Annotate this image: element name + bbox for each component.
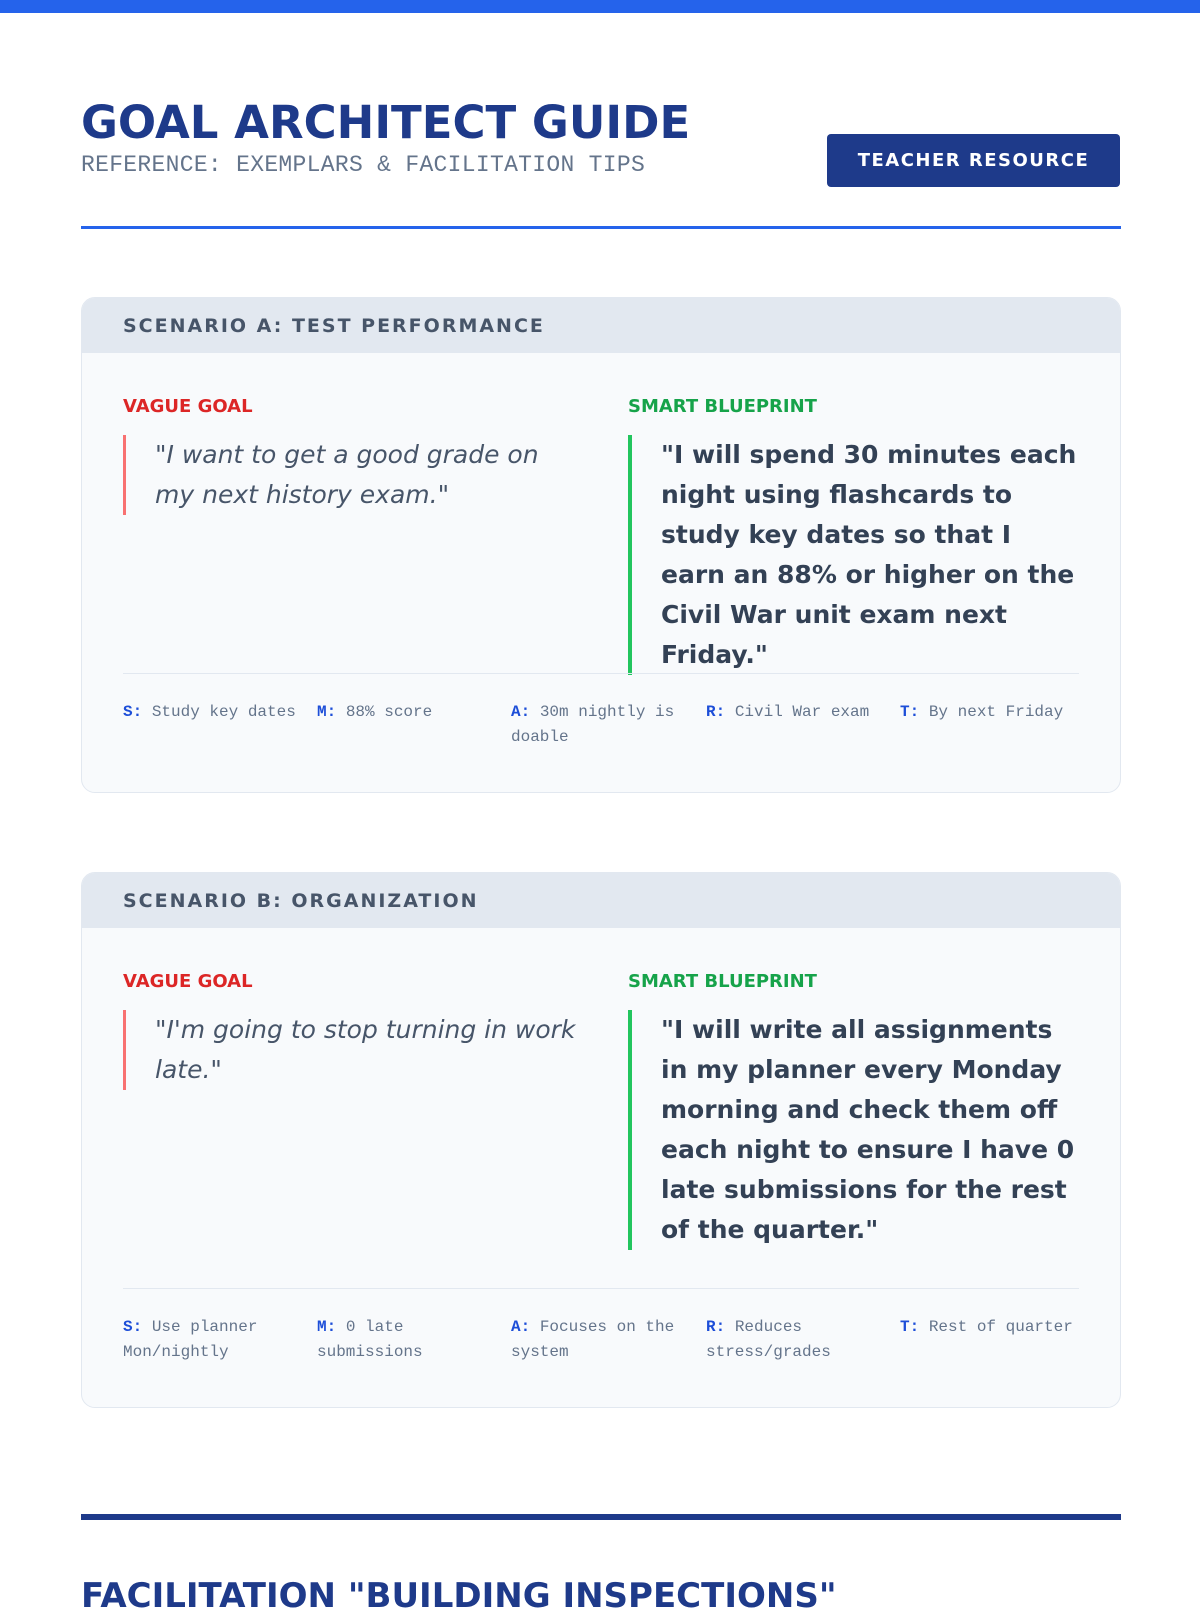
section-divider	[81, 1514, 1121, 1520]
facilitation-section-title: FACILITATION "BUILDING INSPECTIONS"	[81, 1576, 837, 1616]
criterion-value: Use planner Mon/nightly	[123, 1318, 258, 1361]
criterion-value: 30m nightly is doable	[511, 703, 675, 746]
criterion-achievable	[511, 700, 691, 750]
criterion-specific	[123, 1315, 303, 1365]
top-accent-bar	[0, 0, 1200, 13]
criterion-key: S:	[123, 703, 143, 721]
criteria-divider	[123, 673, 1079, 674]
teacher-resource-badge: TEACHER RESOURCE	[827, 134, 1120, 187]
vague-goal-label: VAGUE GOAL	[123, 971, 253, 992]
criterion-measurable	[317, 1315, 497, 1365]
criterion-value: Reduces stress/grades	[706, 1318, 831, 1361]
smart-blueprint-label: SMART BLUEPRINT	[628, 971, 817, 992]
criterion-key: S:	[123, 1318, 143, 1336]
criterion-value: Study key dates	[151, 703, 296, 721]
criterion-value: Rest of quarter	[928, 1318, 1073, 1336]
criterion-key: R:	[706, 703, 726, 721]
vague-goal-quote: "I'm going to stop turning in work late."	[123, 1010, 585, 1090]
scenario-card-a	[81, 297, 1121, 793]
criterion-value: Focuses on the system	[511, 1318, 675, 1361]
criterion-key: R:	[706, 1318, 726, 1336]
criterion-achievable	[511, 1315, 691, 1365]
criterion-measurable	[317, 700, 497, 725]
scenario-card-b	[81, 872, 1121, 1408]
criterion-key: T:	[900, 703, 920, 721]
header-divider	[81, 226, 1121, 229]
criterion-value: By next Friday	[928, 703, 1064, 721]
criterion-value: 0 late submissions	[317, 1318, 423, 1361]
page-subtitle: REFERENCE: EXEMPLARS & FACILITATION TIPS	[81, 152, 646, 178]
vague-goal-quote: "I want to get a good grade on my next history exam."	[123, 435, 585, 515]
criterion-relevant	[706, 1315, 886, 1365]
criterion-value: Civil War exam	[734, 703, 870, 721]
criterion-time-bound	[900, 1315, 1080, 1340]
criteria-divider	[123, 1288, 1079, 1289]
page-title: GOAL ARCHITECT GUIDE	[81, 96, 691, 149]
scenario-title: SCENARIO A: TEST PERFORMANCE	[82, 298, 1120, 353]
vague-goal-label: VAGUE GOAL	[123, 396, 253, 417]
criterion-value: 88% score	[345, 703, 433, 721]
scenario-title: SCENARIO B: ORGANIZATION	[82, 873, 1120, 928]
criterion-key: M:	[317, 703, 337, 721]
criterion-time-bound	[900, 700, 1080, 725]
criterion-key: A:	[511, 1318, 531, 1336]
criterion-key: M:	[317, 1318, 337, 1336]
criterion-key: T:	[900, 1318, 920, 1336]
criterion-relevant	[706, 700, 886, 725]
smart-blueprint-label: SMART BLUEPRINT	[628, 396, 817, 417]
smart-goal-quote: "I will spend 30 minutes each night using flashcards to study key dates so that I earn an 88% or higher on the Civil War unit exam next Friday."	[628, 435, 1081, 675]
smart-goal-quote: "I will write all assignments in my planner every Monday morning and check them off each night to ensure I have 0 late submissions for the rest of the quarter."	[628, 1010, 1081, 1250]
criterion-key: A:	[511, 703, 531, 721]
criterion-specific	[123, 700, 303, 725]
